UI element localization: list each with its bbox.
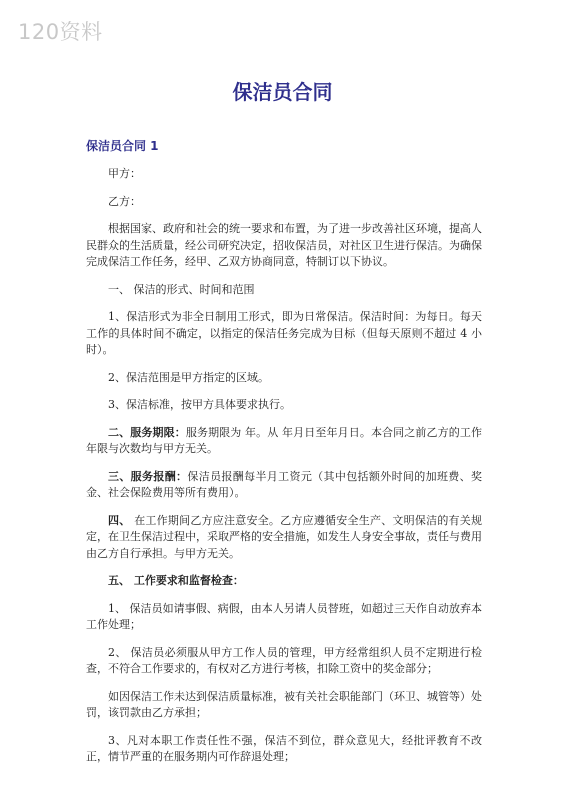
clause-4-text: 在工作期间乙方应注意安全。乙方应遵循安全生产、文明保洁的有关规定，在卫生保洁过程中，采取严格的安全措施，如发生人身安全事故，责任与费用由乙方自行承担。与甲方无关。 [86,513,483,560]
clause-1-item-2: 2、保洁范围是甲方指定的区域。 [108,370,269,384]
clause-3-text: 保洁员报酬每半月工资元（其中包括额外时间的加班费、奖金、社会保险费用等所有费用）。 [86,469,482,499]
clause-3-paragraph [86,469,482,502]
clause-4-paragraph [86,513,482,563]
party-b-line: 乙方： [108,194,141,208]
clause-5-item-1: 1、 保洁员如请事假、病假，由本人另请人员替班，如超过三天作自动放弃本工作处理； [86,601,482,631]
intro-paragraph: 根据国家、政府和社会的统一要求和布置，为了进一步改善社区环境，提高人民群众的生活质量，经公司研究决定，招收保洁员，对社区卫生进行保洁。为确保完成保洁工作任务，经甲、乙双方协商同意，特制订以下协议。 [86,222,482,268]
clause-2-paragraph [86,425,482,458]
section-title: 保洁员合同 1 [86,139,159,153]
clause-5-heading: 五、 工作要求和监督检查： [108,574,244,587]
clause-1-heading: 一、 保洁的形式、时间和范围 [108,282,255,296]
clause-5-item-3: 3、凡对本职工作责任性不强，保洁不到位，群众意见大，经批评教育不改正，情节严重的在服务期内可作辞退处理； [86,733,482,763]
clause-5-item-2: 2、 保洁员必须服从甲方工作人员的管理，甲方经常组织人员不定期进行检查，不符合工作要求的，有权对乙方进行考核，扣除工资中的奖金部分； [86,645,482,675]
clause-3-lead: 三、服务报酬： [108,469,188,483]
clause-2-text: 服务期限为 年。从 年月日至年月日。本合同之前乙方的工作年限与次数均与甲方无关。 [86,425,482,455]
clause-5-note: 如因保洁工作未达到保洁质量标准，被有关社会职能部门（环卫、城管等）处罚，该罚款由乙方承担； [86,689,482,719]
clause-1-item-3: 3、保洁标准，按甲方具体要求执行。 [108,398,291,411]
party-a-line: 甲方： [108,167,141,180]
document-title: 保洁员合同 [232,80,333,104]
clause-2-lead: 二、服务期限： [108,425,186,439]
clause-1-item-1: 1、保洁形式为非全日制用工形式，即为日常保洁。保洁时间：为每日。每天工作的具体时间不确定，以指定的保洁任务完成为目标（但每天原则不超过 4 小时）。 [86,310,482,356]
document-body [86,166,482,777]
watermark-text: 120资料 [18,20,103,44]
clause-4-lead: 四、 [108,513,131,527]
